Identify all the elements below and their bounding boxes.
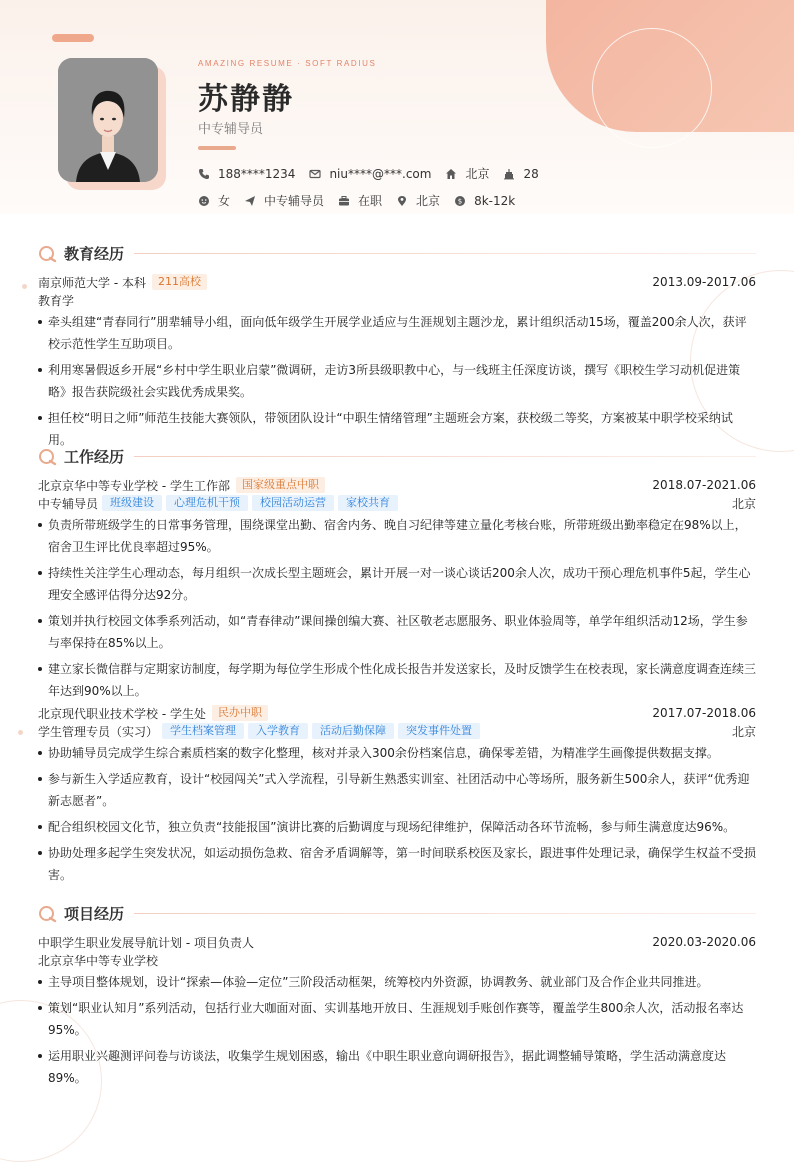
work-entry [38, 704, 756, 890]
list-item: 主导项目整体规划，设计“探索—体验—定位”三阶段活动框架，统筹校内外资源，协调教务、就业部门及合作企业共同推进。 [38, 971, 756, 993]
work-date: 2017.07-2018.06 [652, 706, 756, 720]
contact-city [445, 165, 489, 182]
contact-gender [198, 192, 230, 209]
home-icon [445, 168, 457, 180]
org-name: 北京京华中等专业学校 - 学生工作部 [38, 478, 230, 493]
briefcase-icon [338, 195, 350, 207]
education-date: 2013.09-2017.06 [652, 275, 756, 289]
project-entry [38, 933, 756, 1093]
salary-icon [454, 195, 466, 207]
skill-tag: 班级建设 [102, 495, 162, 511]
target-city-text: 北京 [416, 194, 441, 208]
major-name: 教育学 [38, 293, 75, 308]
section-projects-title [38, 903, 756, 924]
list-item: 协助处理多起学生突发状况，如运动损伤急救、宿舍矛盾调解等，第一时间联系校医及家长，跟进事件处理记录，确保学生权益不受损害。 [38, 842, 756, 886]
age-icon [503, 168, 515, 180]
list-item: 配合组织校园文化节，独立负责“技能报国”演讲比赛的后勤调度与现场纪律维护，保障活动各环节流畅，参与师生满意度达96%。 [38, 816, 756, 838]
work-bullets [38, 742, 756, 886]
decoration-pill [52, 34, 94, 42]
list-item: 参与新生入学适应教育，设计“校园闯关”式入学流程，引导新生熟悉实训室、社团活动中心等场所，服务新生500余人，获评“优秀迎新志愿者”。 [38, 768, 756, 812]
org-tag: 民办中职 [212, 705, 268, 721]
section-divider [134, 456, 756, 457]
gender-text: 女 [218, 194, 231, 208]
salary-text: 8k-12k [474, 193, 516, 208]
section-search-icon [38, 904, 58, 924]
candidate-title: 中专辅导员 [198, 122, 264, 137]
contact-row [198, 165, 553, 182]
work-date: 2018.07-2021.06 [652, 478, 756, 492]
contact-email [309, 167, 431, 181]
work-city: 北京 [731, 724, 756, 739]
contact-status [338, 192, 382, 209]
list-item: 策划并执行校园文体季系列活动，如“青春律动”课间操创编大赛、社区敬老志愿服务、职业体验周等，单学年组织活动12场，学生参与率保持在85%以上。 [38, 610, 756, 654]
section-search-icon [38, 244, 58, 264]
role-name: 学生管理专员（实习） [38, 724, 159, 739]
send-icon [244, 195, 256, 207]
skill-tag: 校园活动运营 [252, 495, 334, 511]
section-divider [134, 913, 756, 914]
school-name: 南京师范大学 - 本科 [38, 275, 146, 290]
list-item: 建立家长微信群与定期家访制度，每学期为每位学生形成个性化成长报告并发送家长，及时反馈学生在校表现，家长满意度调查连续三年达到90%以上。 [38, 658, 756, 702]
project-name: 中职学生职业发展导航计划 - 项目负责人 [38, 935, 254, 950]
list-item: 运用职业兴趣测评问卷与访谈法，收集学生规划困惑，输出《中职生职业意向调研报告》，据此调整辅导策略，学生活动满意度达89%。 [38, 1045, 756, 1089]
role-name: 中专辅导员 [38, 496, 99, 511]
org-tag: 国家级重点中职 [236, 477, 325, 493]
skill-tag: 学生档案管理 [162, 723, 244, 739]
age-text: 28 [523, 166, 539, 181]
list-item: 牵头组建“青春同行”朋辈辅导小组，面向低年级学生开展学业适应与生涯规划主题沙龙，累计组织活动15场，覆盖200余人次，获评校示范性学生互助项目。 [38, 311, 756, 355]
section-title-text: 项目经历 [64, 905, 125, 923]
org-name: 北京现代职业技术学校 - 学生处 [38, 706, 206, 721]
section-title-text: 教育经历 [64, 245, 125, 263]
city-text: 北京 [465, 167, 490, 181]
list-item: 负责所带班级学生的日常事务管理，围绕课堂出勤、宿舍内务、晚自习纪律等建立量化考核台账，所带班级出勤率稳定在98%以上，宿舍卫生评比优良率超过95%。 [38, 514, 756, 558]
skill-tag: 入学教育 [248, 723, 308, 739]
skill-tag: 活动后勤保障 [312, 723, 394, 739]
list-item: 担任校“明日之师”师范生技能大赛领队，带领团队设计“中职生情绪管理”主题班会方案，获校级二等奖，方案被某中职学校采纳试用。 [38, 407, 756, 451]
location-icon [396, 195, 408, 207]
email-icon [309, 168, 321, 180]
section-title-text: 工作经历 [64, 448, 125, 466]
project-date: 2020.03-2020.06 [652, 935, 756, 949]
contact-target-job [244, 192, 324, 209]
contact-salary [454, 194, 515, 208]
avatar [58, 58, 158, 182]
list-item: 协助辅导员完成学生综合素质档案的数字化整理，核对并录入300余份档案信息，确保零差错，为精准学生画像提供数据支撑。 [38, 742, 756, 764]
decoration-dot [22, 284, 27, 289]
title-underline [198, 146, 236, 150]
decoration-dot [18, 730, 23, 735]
section-search-icon [38, 447, 58, 467]
work-entry [38, 476, 756, 706]
svg-text:$: $ [457, 197, 463, 205]
phone-icon [198, 168, 210, 180]
list-item: 持续性关注学生心理动态，每月组织一次成长型主题班会，累计开展一对一谈心谈话200余人次，成功干预心理危机事件5起，学生心理安全感评估得分达92分。 [38, 562, 756, 606]
decoration-circle [592, 28, 712, 148]
candidate-name: 苏静静 [198, 82, 294, 117]
contact-age [503, 167, 538, 181]
section-work-title [38, 446, 756, 467]
school-tag: 211高校 [152, 274, 207, 290]
section-divider [134, 253, 756, 254]
project-org: 北京京华中等专业学校 [38, 953, 159, 968]
skill-tag: 突发事件处置 [398, 723, 480, 739]
education-bullets [38, 311, 756, 451]
email-text: niu****@***.com [329, 166, 432, 181]
skill-tag: 心理危机干预 [166, 495, 248, 511]
target-job-text: 中专辅导员 [264, 194, 325, 208]
skill-tag: 家校共育 [338, 495, 398, 511]
work-city: 北京 [731, 496, 756, 511]
list-item: 利用寒暑假返乡开展“乡村中学生职业启蒙”微调研，走访3所县级职教中心，与一线班主任深度访谈，撰写《职校生学习动机促进策略》报告获院级社会实践优秀成果奖。 [38, 359, 756, 403]
contact-phone [198, 167, 295, 181]
resume-tagline: AMAZING RESUME · SOFT RADIUS [198, 59, 377, 68]
list-item: 策划“职业认知月”系列活动，包括行业大咖面对面、实训基地开放日、生涯规划手账创作赛等，覆盖学生800余人次，活动报名率达95%。 [38, 997, 756, 1041]
education-entry [38, 273, 756, 455]
section-education-title [38, 243, 756, 264]
phone-text: 188****1234 [218, 166, 296, 181]
work-bullets [38, 514, 756, 702]
status-text: 在职 [358, 194, 383, 208]
contact-target-city [396, 192, 440, 209]
job-intent-row [198, 192, 529, 209]
gender-icon [198, 195, 210, 207]
project-bullets [38, 971, 756, 1089]
